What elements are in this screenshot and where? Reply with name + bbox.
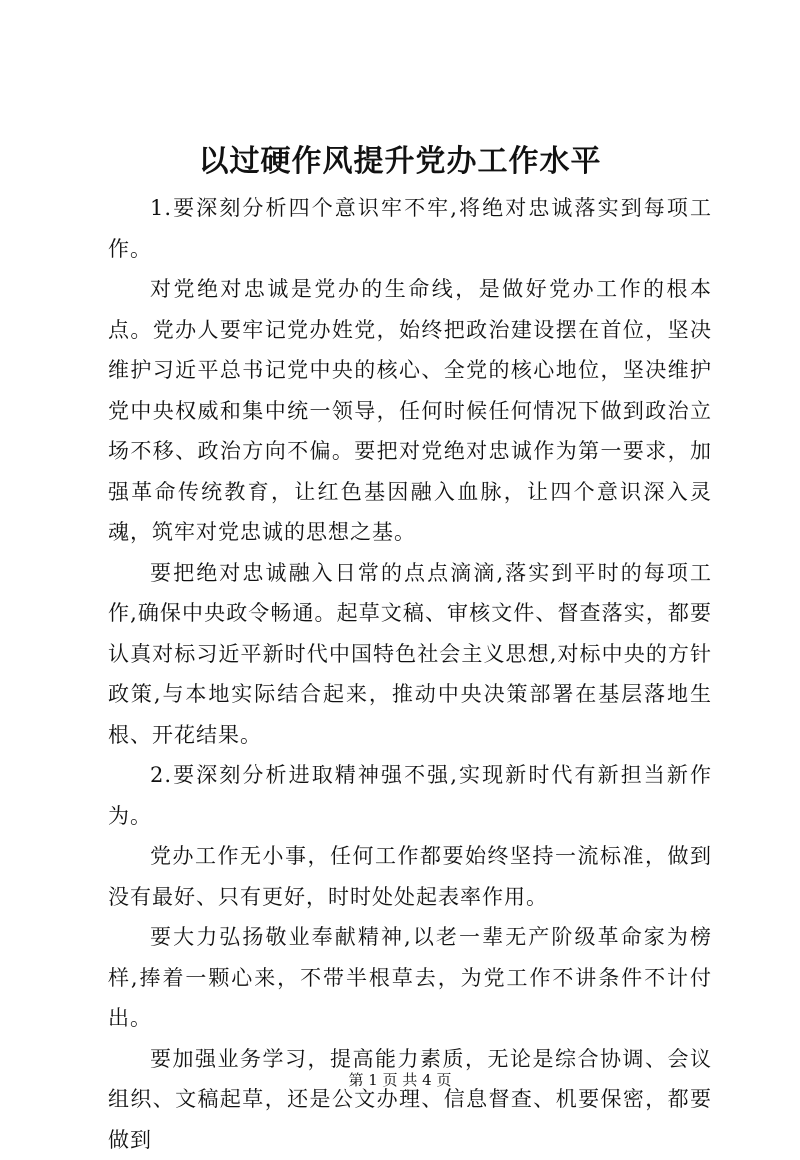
paragraph: 要加强业务学习，提高能力素质，无论是综合协调、会议组织、文稿起草，还是公文办理、信息督查、机要保密，都要做到 (108, 1039, 712, 1160)
paragraph: 2.要深刻分析进取精神强不强,实现新时代有新担当新作为。 (108, 755, 712, 836)
document-title: 以过硬作风提升党办工作水平 (0, 140, 800, 184)
page-footer (0, 1070, 800, 1090)
document-body (108, 188, 712, 1160)
paragraph: 党办工作无小事，任何工作都要始终坚持一流标准，做到没有最好、只有更好，时时处处起表率作用。 (108, 836, 712, 917)
paragraph: 对党绝对忠诚是党办的生命线，是做好党办工作的根本点。党办人要牢记党办姓党，始终把政治建设摆在首位，坚决维护习近平总书记党中央的核心、全党的核心地位，坚决维护党中央权威和集中统一领导，任何时候任何情况下做到政治立场不移、政治方向不偏。要把对党绝对忠诚作为第一要求，加强革命传统教育，让红色基因融入血脉，让四个意识深入灵魂，筑牢对党忠诚的思想之基。 (108, 269, 712, 553)
page-number-label: 第 1 页 共 4 页 (349, 1071, 452, 1089)
paragraph: 1.要深刻分析四个意识牢不牢,将绝对忠诚落实到每项工作。 (108, 188, 712, 269)
paragraph: 要大力弘扬敬业奉献精神,以老一辈无产阶级革命家为榜样,捧着一颗心来，不带半根草去，为党工作不讲条件不计付出。 (108, 917, 712, 1039)
paragraph: 要把绝对忠诚融入日常的点点滴滴,落实到平时的每项工作,确保中央政令畅通。起草文稿、审核文件、督查落实，都要认真对标习近平新时代中国特色社会主义思想,对标中央的方针政策,与本地实际结合起来，推动中央决策部署在基层落地生根、开花结果。 (108, 553, 712, 756)
